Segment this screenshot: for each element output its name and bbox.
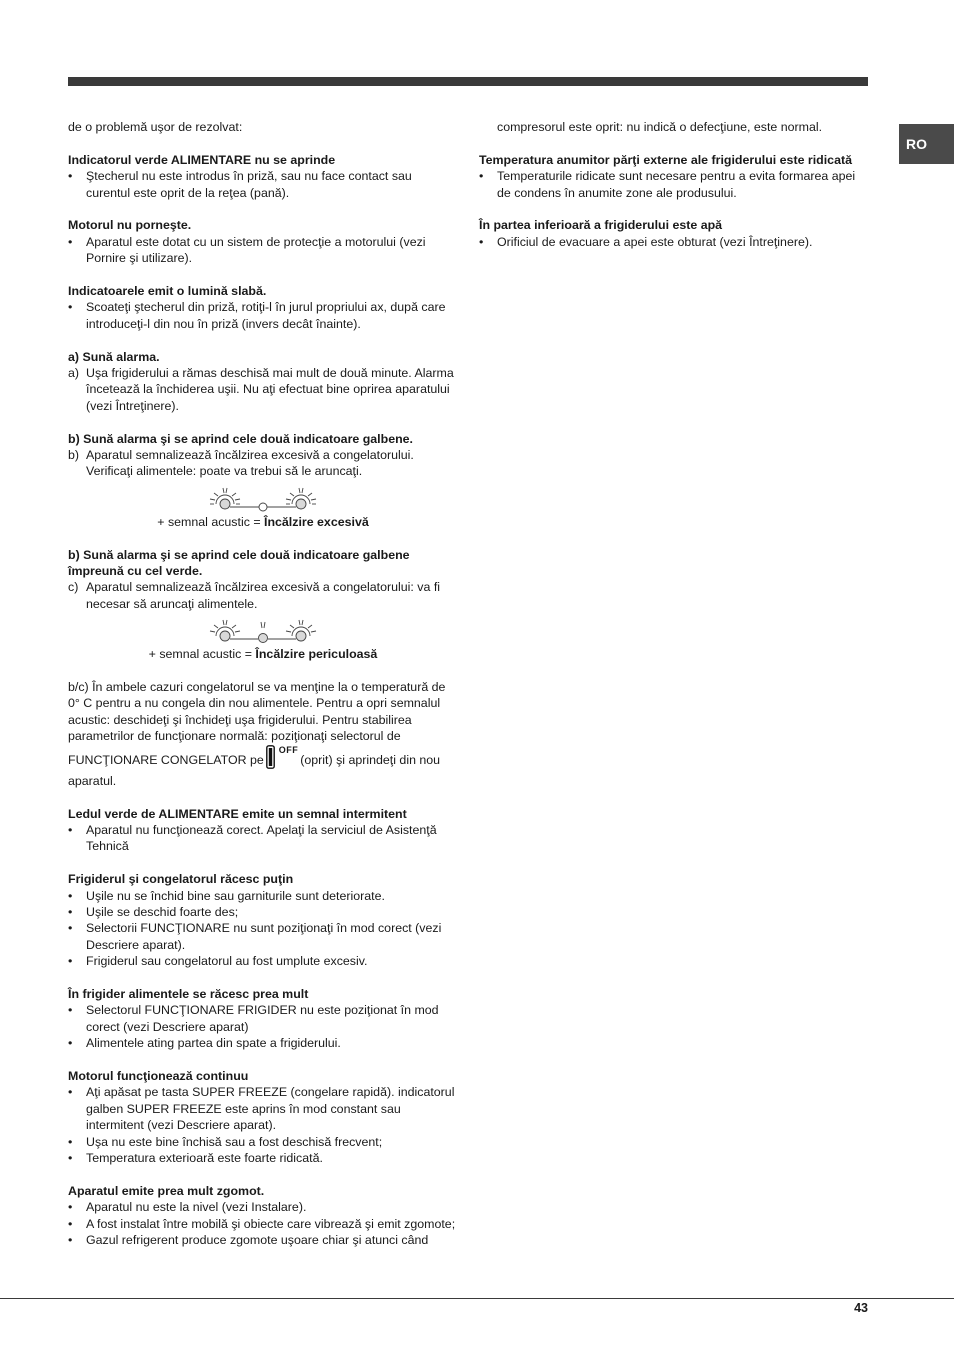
section-alarm-a [68, 349, 458, 415]
bullet-marker: • [479, 169, 484, 184]
section-title: a) Sună alarma. [68, 349, 160, 364]
bullet-marker: • [68, 904, 73, 919]
bullet-marker: • [68, 1134, 73, 1149]
bc-last: aparatul. [68, 773, 117, 788]
bullet-marker: • [68, 954, 73, 969]
off-label: OFF [278, 744, 299, 755]
section-motor-continuous [68, 1068, 458, 1166]
right-column [479, 119, 871, 250]
list-item: • Alimentele ating partea din spate a frigiderului. [68, 1036, 341, 1051]
indicator-lights-icon [198, 480, 328, 514]
section-noise [68, 1183, 458, 1249]
language-tab: RO [899, 124, 954, 164]
section-title: Aparatul emite prea mult zgomot. [68, 1183, 265, 1198]
section-title: În partea inferioară a frigiderului este apă [479, 218, 723, 233]
bullet-marker: • [68, 1216, 73, 1231]
section-water-bottom [479, 217, 871, 250]
bullet-marker: • [68, 169, 73, 184]
list-item: c) Aparatul semnalizează încălzirea excesivă a congelatorului: va fi necesar să aruncaţi alimentele. [68, 580, 441, 611]
list-item: • Frigiderul sau congelatorul au fost umplute excesiv. [68, 954, 368, 969]
bullet-marker: • [68, 1036, 73, 1051]
list-item: • Uşa nu este bine închisă sau a fost deschisă frecvent; [68, 1134, 383, 1149]
section-weak-light [68, 283, 458, 332]
bullet-marker: • [479, 234, 484, 249]
section-title: Ledul verde de ALIMENTARE emite un semnal intermitent [68, 806, 407, 821]
list-item: • Scoateţi ştecherul din priză, rotiţi-l în jurul propriului ax, după care introduceţi-l din nou în priză (invers decât înainte). [68, 300, 446, 331]
list-item: • Aţi apăsat pe tasta SUPER FREEZE (congelare rapidă). indicatorul galben SUPER FREEZE este aprins în mod constant sau intermitent (vezi Descriere aparat). [68, 1085, 455, 1133]
list-item: • Temperaturile ridicate sunt necesare pentru a evita formarea apei de condens în anumite zone ale produsului. [479, 169, 856, 200]
section-title: În frigider alimentele se răcesc prea mult [68, 986, 309, 1001]
intro-text: de o problemă uşor de rezolvat: [68, 120, 243, 134]
header-bar [68, 77, 868, 86]
list-item: b) Aparatul semnalizează încălzirea excesivă a congelatorului. Verificaţi alimentele: poate va trebui să le aruncaţi. [68, 448, 414, 479]
alarm-caption: + semnal acustic = Încălzire excesivă [157, 514, 369, 529]
list-marker: c) [68, 580, 79, 595]
section-motor-not-start [68, 217, 458, 266]
list-marker: a) [68, 366, 80, 381]
selector-knob-icon [266, 745, 275, 769]
section-title: b) Sună alarma şi se aprind cele două indicatoare galbene. [68, 431, 413, 446]
section-bc-note [68, 679, 458, 789]
indicator-lights-three [68, 612, 458, 646]
section-alarm-b [68, 431, 458, 531]
bullet-marker: • [68, 234, 73, 249]
list-item: • Temperatura exterioară este foarte ridicată. [68, 1150, 323, 1165]
bullet-marker: • [68, 1150, 73, 1165]
bullet-marker: • [68, 1233, 73, 1247]
list-item: • Uşile se deschid foarte des; [68, 904, 239, 919]
bullet-marker: • [68, 1003, 73, 1018]
bullet-marker: • [68, 921, 73, 936]
left-column [68, 119, 458, 1248]
section-title: b) Sună alarma şi se aprind cele două indicatoare galbene împreună cu cel verde. [68, 547, 410, 579]
bullet-marker: • [68, 1085, 73, 1100]
section-cools-too-much [68, 986, 458, 1052]
bullet-marker: • [68, 300, 73, 315]
list-marker: b) [68, 448, 80, 463]
bullet-marker: • [68, 888, 73, 903]
off-selector-icon [266, 745, 299, 769]
footer-rule [0, 1298, 954, 1299]
list-item: • Uşile nu se închid bine sau garniturile sunt deteriorate. [68, 888, 385, 903]
section-title: Motorul funcţionează continuu [68, 1068, 249, 1083]
section-alarm-c [68, 547, 458, 663]
list-item: • Ştecherul nu este introdus în priză, sau nu face contact sau curentul este oprit de la reţea (pană). [68, 169, 412, 200]
list-item: • A fost instalat între mobilă şi obiecte care vibrează şi emit zgomote; [68, 1216, 456, 1231]
bullet-marker: • [68, 822, 73, 837]
section-title: Frigiderul şi congelatorul răcesc puţin [68, 872, 294, 887]
list-item: • Aparatul nu este la nivel (vezi Instalare). [68, 1200, 307, 1215]
bc-text: b/c) În ambele cazuri congelatorul se va menţine la o temperatură de 0° C pentru a nu congela din nou alimentele. Pentru a opri semnalul acustic: deschideţi şi închideţi uşa frigiderului. Pentru stabilirea parametrilor de funcţionare normală: poziţionaţi selectorul de [68, 680, 446, 744]
alarm-caption: + semnal acustic = Încălzire periculoasă [148, 647, 378, 662]
list-item: a) Uşa frigiderului a rămas deschisă mai mult de două minute. Alarma încetează la închiderea uşii. Nu aţi efectuat bine oprirea aparatului (vezi Întreţinere). [68, 366, 454, 413]
list-item: • Gazul refrigerent produce zgomote uşoare chiar şi atunci când [68, 1233, 429, 1247]
list-item: • Orificiul de evacuare a apei este obturat (vezi Întreţinere). [479, 234, 813, 249]
list-item: • Aparatul nu funcţionează corect. Apelaţi la serviciul de Asistenţă Tehnică [68, 822, 437, 854]
bc-selector-line: FUNCŢIONARE CONGELATOR pe OFF (oprit) şi aprindeţi din nou [68, 744, 441, 768]
section-hot-exterior [479, 152, 871, 201]
section-cools-little [68, 871, 458, 969]
section-green-blink [68, 806, 458, 855]
section-title: Indicatorul verde ALIMENTARE nu se aprinde [68, 152, 336, 167]
section-title: Temperatura anumitor părţi externe ale frigiderului este ridicată [479, 152, 852, 167]
list-item: • Selectorii FUNCŢIONARE nu sunt poziţionaţi în mod corect (vezi Descriere aparat). [68, 921, 442, 952]
section-power-indicator [68, 152, 458, 201]
bullet-marker: • [68, 1200, 73, 1215]
section-title: Indicatoarele emit o lumină slabă. [68, 284, 267, 299]
section-title: Motorul nu porneşte. [68, 218, 192, 233]
continued-text: compresorul este oprit: nu indică o defecţiune, este normal. [497, 120, 823, 134]
indicator-lights-icon [198, 612, 328, 646]
page-number: 43 [854, 1301, 868, 1315]
list-item: • Selectorul FUNCŢIONARE FRIGIDER nu este poziţionat în mod corect (vezi Descriere aparat) [68, 1003, 439, 1034]
indicator-lights-two-yellow [68, 480, 458, 514]
list-item: • Aparatul este dotat cu un sistem de protecţie a motorului (vezi Pornire şi utilizare). [68, 234, 426, 266]
